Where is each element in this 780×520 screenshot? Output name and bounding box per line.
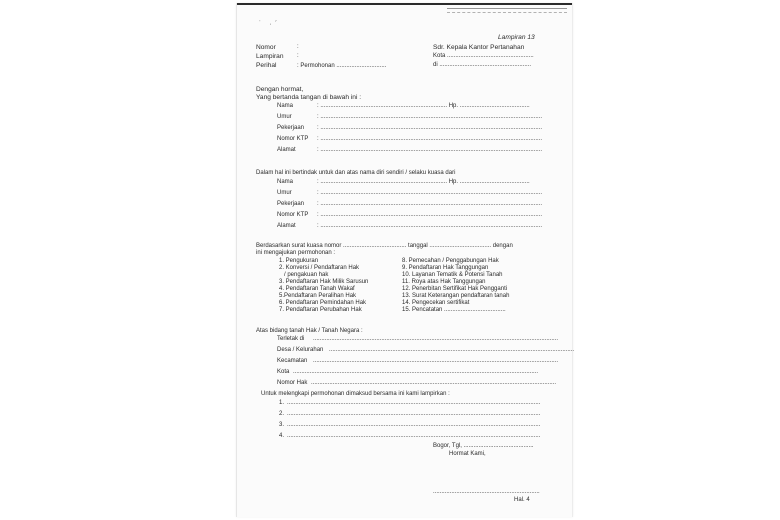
request-item-1: 1. Pengukuran xyxy=(279,258,319,264)
signer-ktp-value: : ..................................................................................................................................... xyxy=(317,136,543,142)
page-number: Hal. 4 xyxy=(514,497,530,503)
attachment-2-value: ........................................................................................................................................................ xyxy=(287,411,541,417)
attachments-intro: Untuk melengkapi permohonan dimaksud bersama ini kami lampirkan : xyxy=(261,391,450,397)
request-item-6: 6. Pendaftaran Pemindahan Hak xyxy=(279,300,367,306)
proxy-address-value: : ..................................................................................................................................... xyxy=(317,223,543,229)
attachment-4-value: ........................................................................................................................................................ xyxy=(287,433,541,439)
signer-job-value: : ..................................................................................................................................... xyxy=(317,125,543,131)
signature-line: ................................................................ xyxy=(433,489,540,495)
lampiran-number: Lampiran 13 xyxy=(498,34,535,41)
place-date: Bogor, Tgl, .......................................... xyxy=(433,443,534,449)
land-district-label: Kecamatan xyxy=(277,358,308,364)
proxy-address-label: Alamat xyxy=(277,223,296,229)
request-item-14: 14. Pengecekan sertifikat xyxy=(402,300,470,306)
request-item-3: 3. Pendaftaran Hak Milik Sarusun xyxy=(279,279,369,285)
request-item-2: 2. Konversi / Pendaftaran Hak xyxy=(279,265,360,271)
request-item-4: 4. Pendaftaran Tanah Wakaf xyxy=(279,286,355,292)
salutation: Dengan hormat, xyxy=(256,86,304,93)
nomor-label: Nomor xyxy=(256,44,276,51)
request-line-1: Berdasarkan surat kuasa nomor ...................................... tanggal ..................................... dengan xyxy=(256,243,513,249)
request-item-11: 11. Roya atas Hak Tanggungan xyxy=(402,279,486,285)
signer-age-label: Umur xyxy=(277,114,292,120)
request-item-10: 10. Layanan Tematik & Potensi Tanah xyxy=(402,272,503,278)
signer-intro: Yang bertanda tangan di bawah ini : xyxy=(256,94,362,101)
scan-specks: ˙ ·ˊ xyxy=(259,21,280,28)
request-item-5: 5.Pendaftaran Peralihan Hak xyxy=(279,293,357,299)
proxy-job-label: Pekerjaan xyxy=(277,201,305,207)
attachment-1-number: 1. xyxy=(279,400,285,406)
recipient-kota: Kota .................................................... xyxy=(433,53,534,59)
attachment-3-value: ........................................................................................................................................................ xyxy=(287,422,541,428)
land-intro: Atas bidang tanah Hak / Tanah Negara : xyxy=(256,328,363,334)
recipient: Sdr. Kepala Kantor Pertanahan xyxy=(433,44,525,51)
land-district-value: ................................................................................................................................................... xyxy=(313,358,559,364)
signer-name-value: : ............................................................................ Hp. .......................................... xyxy=(317,103,530,109)
land-location-value: ................................................................................................................................................... xyxy=(313,336,559,342)
perihal-label: Perihal xyxy=(256,62,277,69)
attachment-2-number: 2. xyxy=(279,411,285,417)
attachment-3-number: 3. xyxy=(279,422,285,428)
nomor-colon: : xyxy=(297,44,299,50)
land-village-label: Desa / Kelurahan xyxy=(277,347,324,353)
regards: Hormat Kami, xyxy=(449,451,486,457)
request-item-15: 15. Pencatatan ..................................... xyxy=(402,307,506,313)
attachment-1-value: ........................................................................................................................................................ xyxy=(287,400,541,406)
land-hak-value: ................................................................................................................................................... xyxy=(311,380,557,386)
request-item-13: 13. Surat Keterangan pendaftaran tanah xyxy=(402,293,510,299)
land-city-value: ................................................................................................................................................... xyxy=(293,369,539,375)
land-location-label: Terletak di xyxy=(277,336,305,342)
perihal-value: : Permohonan .............................. xyxy=(297,63,387,69)
lampiran-label: Lampiran xyxy=(256,53,284,60)
proxy-ktp-value: : ..................................................................................................................................... xyxy=(317,212,543,218)
signer-age-value: : ..................................................................................................................................... xyxy=(317,114,543,120)
request-line-2: ini mengajukan permohonan : xyxy=(256,250,336,256)
signer-address-label: Alamat xyxy=(277,147,296,153)
proxy-age-value: : ..................................................................................................................................... xyxy=(317,190,543,196)
lampiran-colon: : xyxy=(297,53,299,59)
attachment-4-number: 4. xyxy=(279,433,285,439)
proxy-intro: Dalam hal ini bertindak untuk dan atas nama diri sendiri / selaku kuasa dari xyxy=(256,170,456,176)
proxy-name-value: : ............................................................................ Hp. .......................................... xyxy=(317,179,530,185)
signer-address-value: : ..................................................................................................................................... xyxy=(317,147,543,153)
top-edge-line xyxy=(237,3,572,5)
request-item-12: 12. Penerbitan Sertifikat Hak Pengganti xyxy=(402,286,508,292)
land-village-value: ................................................................................................................................................... xyxy=(329,347,575,353)
proxy-age-label: Umur xyxy=(277,190,292,196)
signer-job-label: Pekerjaan xyxy=(277,125,305,131)
scan-artifact-marks xyxy=(447,8,567,13)
request-item-9: 9. Pendaftaran Hak Tanggungan xyxy=(402,265,489,271)
request-item-2-cont: / pengakuan hak xyxy=(279,272,329,278)
proxy-name-label: Nama xyxy=(277,179,294,185)
request-item-8: 8. Pemecahan / Penggabungan Hak xyxy=(402,258,499,264)
signer-name-label: Nama xyxy=(277,103,294,109)
request-item-7: 7. Pendaftaran Perubahan Hak xyxy=(279,307,362,313)
land-city-label: Kota xyxy=(277,369,290,375)
proxy-job-value: : ..................................................................................................................................... xyxy=(317,201,543,207)
land-hak-label: Nomor Hak xyxy=(277,380,308,386)
signer-ktp-label: Nomor KTP xyxy=(277,136,309,142)
recipient-di: di ....................................................... xyxy=(433,62,532,68)
document-page xyxy=(236,3,573,517)
proxy-ktp-label: Nomor KTP xyxy=(277,212,309,218)
